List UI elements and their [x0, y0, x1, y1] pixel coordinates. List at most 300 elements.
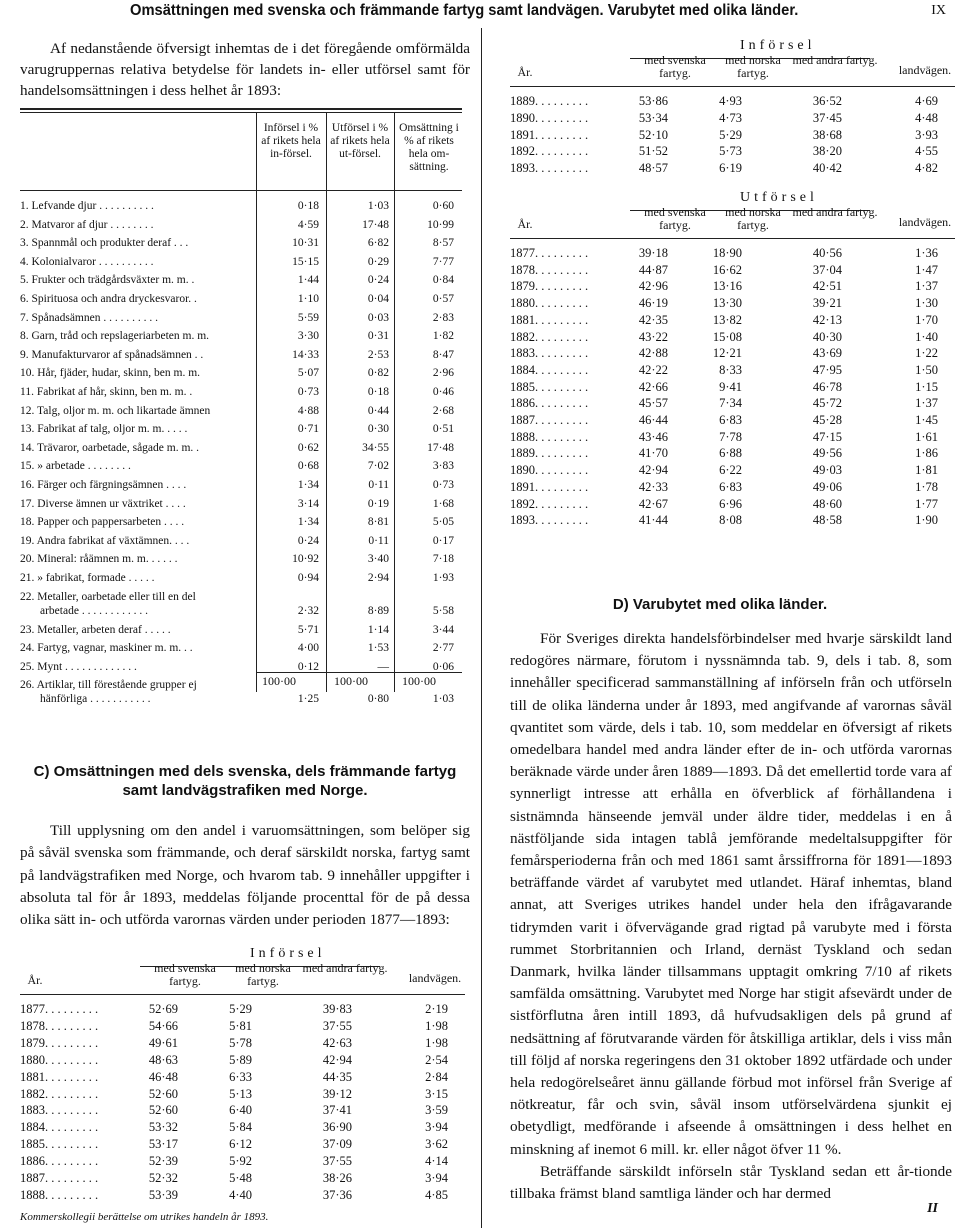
cell-other: 39·12 [322, 1086, 352, 1101]
cell-norwegian: 7·34 [719, 396, 742, 411]
cell-swedish: 52·60 [148, 1103, 178, 1118]
cell-a: 14·33 [292, 348, 319, 361]
cell-a: 10·31 [292, 237, 319, 250]
year-row: 1881. . . . . . . . . [20, 1069, 99, 1084]
row-label: 7. Spånadsämnen . . . . . . . . . . [20, 311, 158, 324]
cell-b: 0·11 [368, 534, 389, 547]
year-row: 1886. . . . . . . . . [510, 396, 589, 411]
cell-swedish: 53·17 [148, 1137, 178, 1152]
cell-b: 0·30 [367, 423, 389, 436]
cell-norwegian: 8·33 [719, 362, 742, 377]
cell-a: 15·15 [292, 255, 319, 268]
cell-land: 1·15 [915, 379, 938, 394]
cell-other: 48·60 [812, 496, 842, 511]
cell-b: 3·40 [367, 553, 389, 566]
cell-other: 37·55 [322, 1018, 352, 1033]
cell-land: 3·15 [425, 1086, 448, 1101]
cell-norwegian: 5·13 [229, 1086, 252, 1101]
row-label: 9. Manufakturvaror af spånadsämnen . . [20, 348, 204, 361]
cell-norwegian: 6·22 [719, 463, 742, 478]
cell-norwegian: 15·08 [712, 329, 742, 344]
table-row [0, 460, 481, 478]
cell-b: 6·82 [367, 237, 389, 250]
table-title: Införsel [740, 38, 816, 53]
cell-a: 10·92 [292, 553, 319, 566]
cell-b: 8·81 [367, 516, 389, 529]
cell-c: 0·60 [432, 200, 454, 212]
col-year: År. [517, 65, 533, 79]
import-table-right [510, 38, 955, 180]
year-row: 1888. . . . . . . . . [20, 1187, 99, 1202]
col-other: med andra fartyg. [792, 53, 878, 67]
cell-c: 0·06 [432, 660, 454, 673]
cell-norwegian: 5·89 [229, 1052, 252, 1067]
cell-land: 4·85 [425, 1187, 448, 1202]
year-row: 1880. . . . . . . . . [20, 1052, 99, 1067]
cell-norwegian: 8·08 [719, 513, 742, 528]
section-d-title: D) Varubytet med olika länder. [612, 596, 828, 613]
year-row: 1880. . . . . . . . . [510, 296, 589, 311]
col-swedish: med svenska fartyg. [644, 205, 706, 232]
cell-land: 1·37 [915, 279, 938, 294]
cell-norwegian: 4·93 [719, 94, 742, 108]
row-label: 13. Fabrikat af talg, oljor m. m. . . . . [20, 423, 188, 436]
col-norwegian: med norska fartyg. [235, 961, 291, 988]
year-row: 1877. . . . . . . . . [20, 1002, 99, 1016]
cell-c: 1·93 [432, 572, 454, 584]
page-header [0, 0, 960, 22]
cell-c: 17·48 [427, 441, 454, 454]
total-import: 100·00 [262, 674, 296, 688]
col-swedish: med svenska fartyg. [154, 961, 216, 988]
cell-norwegian: 7·78 [719, 429, 742, 444]
cell-norwegian: 6·83 [719, 479, 742, 494]
cell-swedish: 51·52 [638, 144, 668, 159]
year-row: 1893. . . . . . . . . [510, 161, 589, 176]
cell-norwegian: 16·62 [712, 262, 742, 277]
year-row: 1887. . . . . . . . . [20, 1171, 99, 1185]
cell-c: 2·77 [432, 642, 454, 655]
cell-land: 1·61 [915, 429, 938, 444]
cell-a: 0·68 [297, 460, 319, 473]
cell-land: 1·86 [915, 446, 938, 461]
cell-c: 1·82 [432, 330, 454, 343]
cell-norwegian: 5·73 [719, 144, 742, 159]
cell-land: 3·59 [425, 1103, 448, 1118]
year-row: 1884. . . . . . . . . [20, 1120, 99, 1135]
import-table-left [20, 946, 470, 1208]
cell-land: 4·14 [425, 1154, 448, 1169]
cell-a: 1·34 [297, 479, 319, 491]
row-label: 26. Artiklar, till förestående grupper ej [20, 679, 197, 692]
cell-b: 2·94 [367, 572, 389, 584]
row-label: 15. » arbetade . . . . . . . . [20, 460, 131, 473]
cell-c: 1·68 [432, 497, 454, 510]
cell-a: 1·34 [297, 516, 319, 529]
year-row: 1878. . . . . . . . . [20, 1018, 99, 1033]
cell-other: 43·69 [812, 346, 842, 361]
year-row: 1888. . . . . . . . . [510, 429, 589, 444]
cell-land: 1·30 [915, 296, 938, 311]
cell-land: 1·36 [915, 246, 938, 260]
table-row [0, 624, 481, 642]
cell-swedish: 53·34 [638, 110, 668, 125]
page-marker: II [927, 1201, 938, 1216]
year-row: 1886. . . . . . . . . [20, 1154, 99, 1169]
cell-land: 1·77 [915, 496, 938, 511]
cell-land: 3·94 [425, 1120, 448, 1135]
cell-norwegian: 5·29 [719, 127, 742, 142]
footer-source: Kommerskollegii berättelse om utrikes handeln år 1893. [20, 1211, 269, 1223]
cell-land: 1·70 [915, 312, 938, 327]
cell-b: 17·48 [362, 218, 389, 231]
cell-land: 1·47 [915, 262, 938, 277]
year-row: 1891. . . . . . . . . [510, 479, 589, 494]
col-land: landvägen. [408, 971, 462, 985]
table-row [0, 442, 481, 460]
cell-a: 4·00 [297, 642, 319, 655]
table-row [0, 642, 481, 660]
cell-land: 2·54 [425, 1052, 448, 1067]
cell-b: 0·31 [367, 330, 389, 343]
table-title: Utförsel [740, 190, 818, 205]
table-row [0, 590, 481, 617]
year-row: 1882. . . . . . . . . [20, 1086, 99, 1101]
cell-swedish: 42·96 [638, 279, 668, 294]
row-label: 22. Metaller, oarbetade eller till en del [20, 590, 196, 603]
total-export: 100·00 [334, 674, 368, 688]
row-label: 25. Mynt . . . . . . . . . . . . . [20, 660, 137, 673]
cell-norwegian: 5·84 [229, 1120, 252, 1135]
cell-other: 45·72 [812, 396, 842, 411]
cell-norwegian: 6·88 [719, 446, 742, 461]
cell-swedish: 53·39 [148, 1187, 178, 1202]
cell-land: 2·19 [425, 1002, 448, 1016]
cell-other: 47·15 [812, 429, 842, 444]
cell-c: 8·47 [432, 348, 454, 361]
row-label: 10. Hår, fjäder, hudar, skinn, ben m. m. [20, 367, 201, 380]
year-row: 1890. . . . . . . . . [510, 463, 589, 478]
cell-other: 36·52 [812, 94, 842, 108]
table-row [0, 237, 481, 255]
intro-paragraph: Af nedanstående öfversigt inhemtas de i det föregående omförmälda varugruppernas relativa betydelse för landets in- eller utförsel samt för handelsomsättningen i dess helhet år 1893: [20, 40, 470, 99]
cell-a: 1·10 [297, 293, 319, 305]
cell-norwegian: 6·33 [229, 1069, 252, 1084]
running-title: Omsättningen med svenska och främmande fartyg samt landvägen. Varubytet med olika länder. [130, 2, 799, 19]
row-label: 4. Kolonialvaror . . . . . . . . . . [20, 255, 154, 268]
section-c-text: Till upplysning om den andel i varuomsättningen, som belöper sig på såväl svenska som främmande, och deraf särskildt norska, fartyg samt på landvägstrafiken med Norge, och hvarom tab. 9 innehåller uppgifter i absoluta tal för år 1893, meddelas följande procenttal för de på dessa olika sätt in- och utförda varornas värden under perioden 1877—1893: [20, 822, 470, 929]
cell-b: 0·03 [367, 311, 389, 324]
col-norwegian: med norska fartyg. [725, 53, 781, 80]
cell-norwegian: 5·78 [229, 1035, 252, 1050]
cell-a: 4·88 [297, 404, 319, 417]
cell-land: 4·48 [915, 110, 938, 125]
cell-norwegian: 13·16 [712, 279, 742, 294]
col-other: med andra fartyg. [302, 961, 388, 975]
cell-land: 1·22 [915, 346, 938, 361]
cell-land: 4·82 [915, 161, 938, 176]
row-label-cont: hänförliga . . . . . . . . . . . [40, 693, 151, 706]
cell-other: 38·68 [812, 127, 842, 142]
cell-a: 2·32 [297, 604, 319, 617]
cell-other: 47·95 [812, 362, 842, 377]
cell-land: 3·62 [425, 1137, 448, 1152]
cell-b: 0·29 [367, 255, 389, 268]
cell-other: 39·83 [322, 1002, 352, 1016]
cell-norwegian: 4·40 [229, 1187, 252, 1202]
cell-norwegian: 6·40 [229, 1103, 252, 1118]
cell-other: 42·63 [322, 1035, 352, 1050]
cell-norwegian: 6·12 [229, 1137, 252, 1152]
cell-a: 1·25 [297, 693, 319, 706]
row-label: 18. Papper och pappersarbeten . . . . [20, 516, 185, 529]
cell-b: 0·24 [367, 274, 389, 287]
year-row: 1890. . . . . . . . . [510, 110, 589, 125]
col-import-header: Införsel i % af rikets hela in-försel. [261, 122, 321, 160]
table-row [0, 274, 481, 292]
cell-c: 7·18 [432, 553, 454, 566]
cell-b: 0·82 [367, 367, 389, 380]
col-year: År. [27, 973, 43, 987]
row-label: 16. Färger och färgningsämnen . . . . [20, 479, 187, 491]
cell-c: 0·84 [432, 274, 454, 287]
cell-land: 3·93 [915, 127, 938, 142]
cell-a: 3·30 [297, 330, 319, 343]
cell-other: 38·26 [322, 1171, 352, 1185]
cell-norwegian: 6·83 [719, 413, 742, 427]
cell-a: 0·18 [297, 200, 319, 212]
table-row [0, 479, 481, 497]
page-number: IX [931, 3, 946, 18]
cell-swedish: 43·22 [638, 329, 668, 344]
cell-swedish: 49·61 [148, 1035, 178, 1050]
year-row: 1887. . . . . . . . . [510, 413, 589, 427]
cell-land: 4·69 [915, 94, 938, 108]
cell-c: 0·46 [432, 386, 454, 398]
cell-a: 0·24 [297, 534, 319, 547]
cell-a: 4·59 [297, 218, 319, 231]
cell-a: 3·14 [297, 497, 319, 510]
row-label: 24. Fartyg, vagnar, maskiner m. m. . . [20, 642, 193, 655]
cell-norwegian: 13·30 [712, 296, 742, 311]
table-row [0, 405, 481, 423]
cell-c: 5·05 [432, 516, 454, 529]
cell-b: 1·14 [367, 623, 389, 636]
cell-norwegian: 6·19 [719, 161, 742, 176]
cell-swedish: 39·18 [638, 246, 668, 260]
cell-land: 1·40 [915, 329, 938, 344]
year-row: 1883. . . . . . . . . [510, 346, 589, 361]
cell-c: 2·83 [432, 311, 454, 324]
section-c-title: C) Omsättningen med dels svenska, dels främmande fartyg samt landvägstrafiken med Norge. [33, 763, 457, 799]
column-divider [481, 28, 482, 1228]
cell-other: 42·94 [322, 1052, 352, 1067]
table-row [0, 553, 481, 571]
table-row [0, 367, 481, 385]
col-export-header: Utförsel i % af rikets hela ut-försel. [330, 122, 390, 160]
row-label: 20. Mineral: råämnen m. m. . . . . . [20, 553, 178, 566]
cell-swedish: 53·32 [148, 1120, 178, 1135]
cell-land: 1·45 [915, 413, 938, 427]
row-label: 8. Garn, tråd och repslageriarbeten m. m. [20, 330, 210, 343]
cell-swedish: 41·70 [638, 446, 668, 461]
cell-b: 0·18 [367, 386, 389, 398]
cell-a: 5·71 [297, 623, 319, 636]
row-label: 19. Andra fabrikat af växtämnen. . . . [20, 534, 190, 547]
cell-b: 34·55 [362, 441, 389, 454]
cell-b: — [377, 660, 389, 673]
table-row [0, 535, 481, 553]
row-label: 3. Spannmål och produkter deraf . . . [20, 237, 189, 250]
cell-other: 40·30 [812, 329, 842, 344]
table-row [0, 423, 481, 441]
cell-swedish: 42·94 [638, 463, 668, 478]
cell-b: 0·19 [367, 497, 389, 510]
year-row: 1881. . . . . . . . . [510, 312, 589, 327]
row-label: 17. Diverse ämnen ur växtriket . . . . [20, 497, 186, 510]
cell-other: 45·28 [812, 413, 842, 427]
year-row: 1883. . . . . . . . . [20, 1103, 99, 1118]
cell-other: 49·56 [812, 446, 842, 461]
cell-other: 42·51 [812, 279, 842, 294]
table-row [0, 516, 481, 534]
cell-norwegian: 9·41 [719, 379, 742, 394]
cell-land: 3·94 [425, 1171, 448, 1185]
row-label: 11. Fabrikat af hår, skinn, ben m. m. . [20, 386, 193, 398]
cell-land: 2·84 [425, 1069, 448, 1084]
year-row: 1889. . . . . . . . . [510, 446, 589, 461]
year-row: 1893. . . . . . . . . [510, 513, 589, 528]
cell-swedish: 46·48 [148, 1069, 178, 1084]
table-row [0, 572, 481, 590]
year-row: 1885. . . . . . . . . [20, 1137, 99, 1152]
table-title: Införsel [250, 946, 326, 961]
table-row [0, 330, 481, 348]
cell-other: 49·03 [812, 463, 842, 478]
cell-c: 3·83 [432, 460, 454, 473]
cell-other: 40·56 [812, 246, 842, 260]
year-row: 1884. . . . . . . . . [510, 362, 589, 377]
cell-other: 37·41 [322, 1103, 352, 1118]
year-row: 1878. . . . . . . . . [510, 262, 589, 277]
cell-swedish: 46·44 [638, 413, 668, 427]
cell-c: 2·68 [432, 404, 454, 417]
year-row: 1882. . . . . . . . . [510, 329, 589, 344]
row-label: 23. Metaller, arbeten deraf . . . . . [20, 623, 171, 636]
table-rule [20, 994, 465, 995]
cell-a: 5·07 [297, 367, 319, 380]
cell-c: 10·99 [427, 218, 454, 231]
cell-other: 38·20 [812, 144, 842, 159]
cell-swedish: 44·87 [638, 262, 668, 277]
cell-b: 8·89 [367, 604, 389, 617]
row-label: 5. Frukter och trädgårdsväxter m. m. . [20, 274, 195, 287]
cell-other: 37·04 [812, 262, 842, 277]
cell-norwegian: 5·29 [229, 1002, 252, 1016]
cell-b: 2·53 [367, 348, 389, 361]
row-label-cont: arbetade . . . . . . . . . . . . [40, 604, 148, 617]
table-rule [510, 86, 955, 87]
table-row [0, 200, 481, 218]
cell-other: 36·90 [322, 1120, 352, 1135]
cell-norwegian: 5·81 [229, 1018, 252, 1033]
table-row [0, 256, 481, 274]
table-row [0, 386, 481, 404]
cell-land: 1·81 [915, 463, 938, 478]
year-row: 1885. . . . . . . . . [510, 379, 589, 394]
cell-other: 37·45 [812, 110, 842, 125]
cell-other: 37·36 [322, 1187, 352, 1202]
row-label: 6. Spirituosa och andra dryckesvaror. . [20, 293, 197, 305]
col-other: med andra fartyg. [792, 205, 878, 219]
cell-other: 39·21 [812, 296, 842, 311]
cell-a: 0·62 [297, 441, 319, 454]
cell-swedish: 48·57 [638, 161, 668, 176]
cell-other: 42·13 [812, 312, 842, 327]
cell-land: 1·50 [915, 362, 938, 377]
col-land: landvägen. [898, 215, 952, 229]
cell-swedish: 46·19 [638, 296, 668, 311]
export-table-right [510, 190, 955, 535]
col-year: År. [517, 217, 533, 231]
cell-other: 37·09 [322, 1137, 352, 1152]
cell-a: 0·73 [297, 386, 319, 398]
cell-b: 0·04 [367, 293, 389, 305]
year-row: 1879. . . . . . . . . [510, 279, 589, 294]
row-label: 1. Lefvande djur . . . . . . . . . . [20, 200, 154, 212]
cell-c: 8·57 [432, 237, 454, 250]
cell-swedish: 52·39 [148, 1154, 178, 1169]
cell-a: 0·12 [297, 660, 319, 673]
table-row [0, 293, 481, 311]
cell-land: 1·78 [915, 479, 938, 494]
table-rule [510, 238, 955, 239]
cell-c: 0·51 [432, 423, 454, 436]
cell-other: 46·78 [812, 379, 842, 394]
cell-b: 1·03 [367, 200, 389, 212]
cell-swedish: 41·44 [638, 513, 668, 528]
row-label: 12. Talg, oljor m. m. och likartade ämnen [20, 404, 211, 417]
cell-a: 1·44 [297, 274, 319, 287]
year-row: 1879. . . . . . . . . [20, 1035, 99, 1050]
cell-swedish: 42·66 [638, 379, 668, 394]
table-row [0, 312, 481, 330]
cell-other: 37·55 [322, 1154, 352, 1169]
year-row: 1892. . . . . . . . . [510, 144, 589, 159]
cell-land: 1·90 [915, 513, 938, 528]
cell-other: 40·42 [812, 161, 842, 176]
cell-c: 2·96 [432, 367, 454, 380]
cell-swedish: 52·60 [148, 1086, 178, 1101]
cell-swedish: 43·46 [638, 429, 668, 444]
cell-land: 1·37 [915, 396, 938, 411]
cell-c: 0·73 [432, 479, 454, 491]
cell-swedish: 42·88 [638, 346, 668, 361]
table-row [0, 219, 481, 237]
row-label: 2. Matvaror af djur . . . . . . . . [20, 218, 154, 231]
cell-c: 1·03 [432, 693, 454, 706]
cell-c: 0·57 [432, 293, 454, 305]
cell-other: 49·06 [812, 479, 842, 494]
cell-norwegian: 12·21 [712, 346, 742, 361]
cell-swedish: 54·66 [148, 1018, 178, 1033]
table-row [0, 498, 481, 516]
total-turnover: 100·00 [402, 674, 436, 688]
cell-land: 1·98 [425, 1035, 448, 1050]
cell-other: 44·35 [322, 1069, 352, 1084]
cell-swedish: 48·63 [148, 1052, 178, 1067]
year-row: 1891. . . . . . . . . [510, 127, 589, 142]
